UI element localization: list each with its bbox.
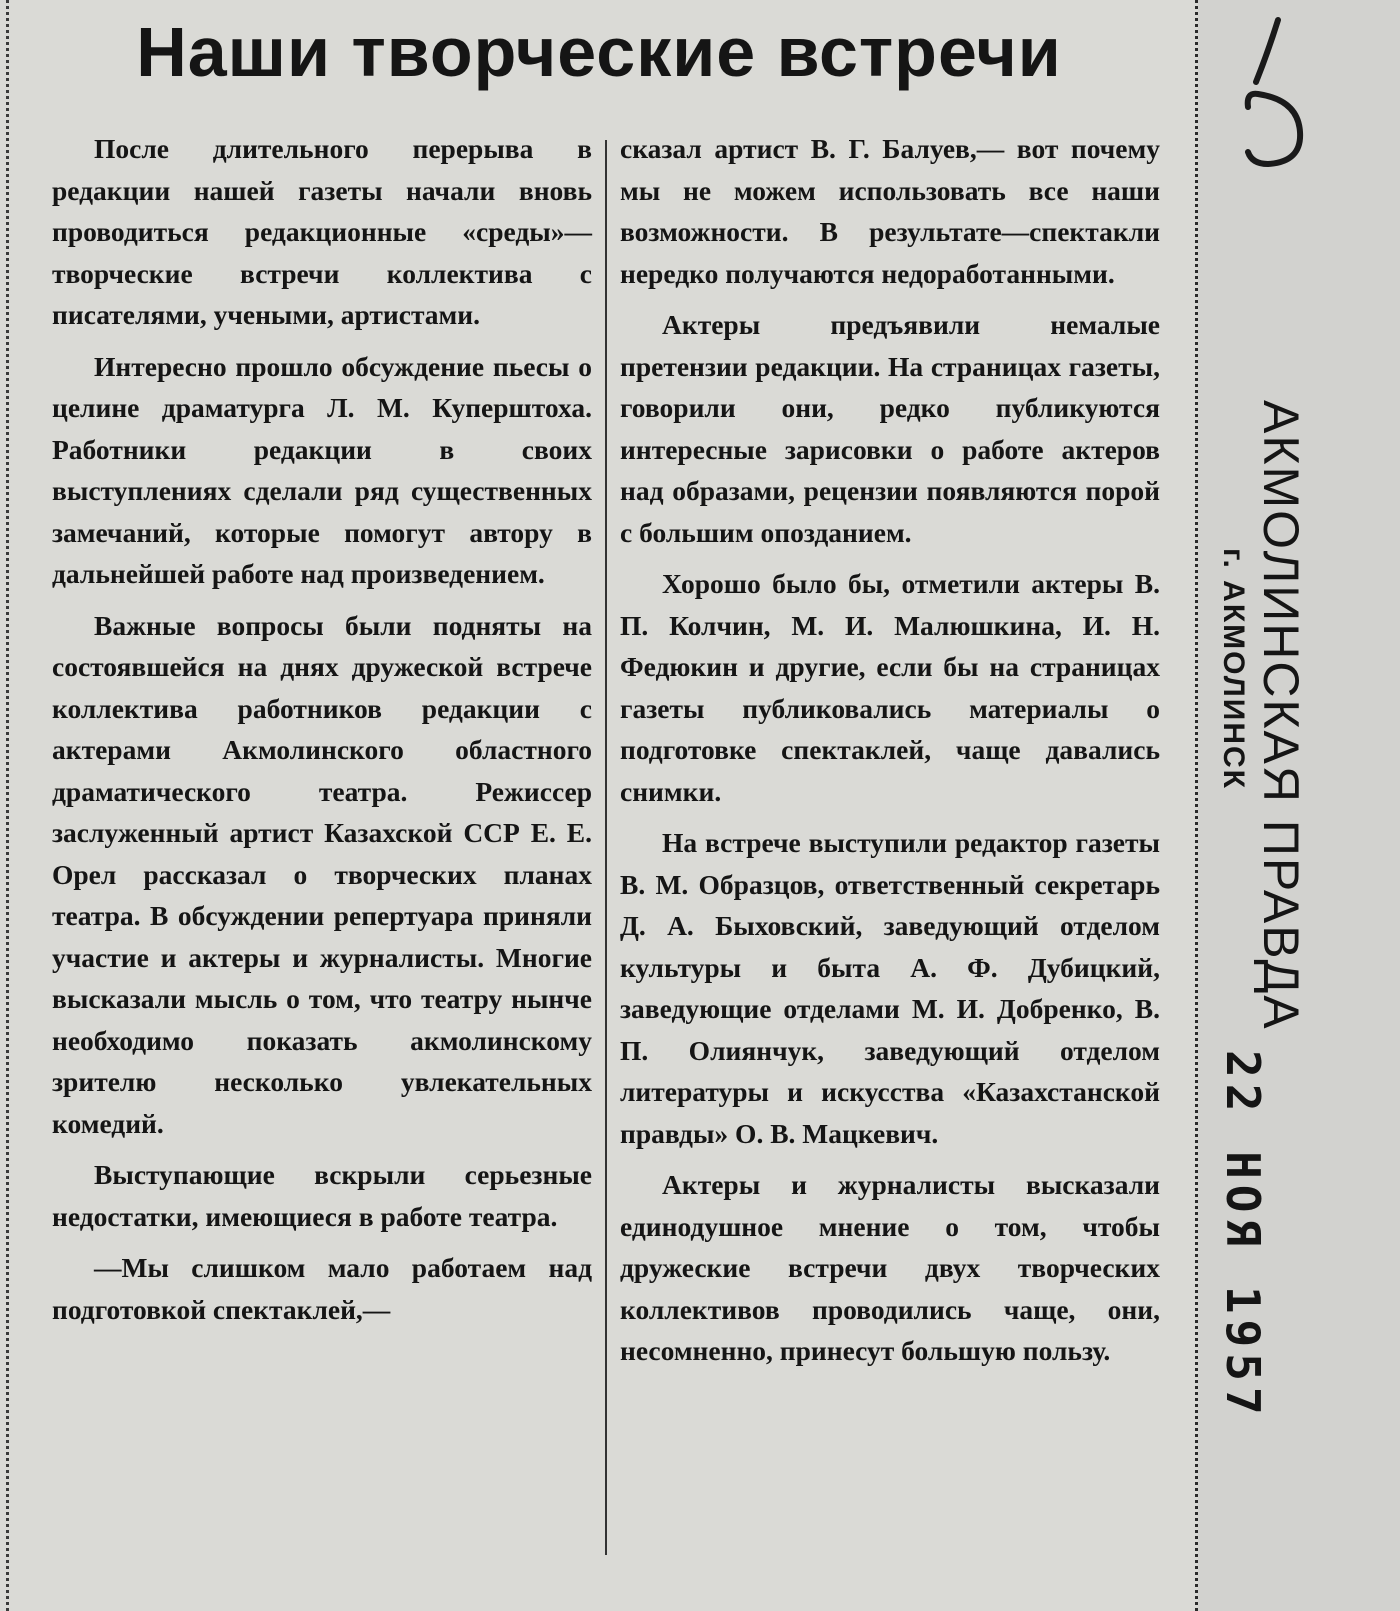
paragraph: Выступающие вскрыли серьезные недостатки, имеющиеся в работе театра.: [52, 1159, 592, 1232]
paragraph-continuation: сказал артист В. Г. Балуев,— вот почему мы не можем использовать все наши возможности. В результате—спектакли нередко получаются недоработанными.: [620, 133, 1160, 289]
paragraph: Хорошо было бы, отметили актеры В. П. Колчин, М. И. Малюшкина, И. Н. Федюкин и другие, если бы на страницах газеты публиковались материалы о подготовке спектаклей, чаще давались снимки.: [620, 568, 1160, 807]
column-divider: [605, 140, 607, 1555]
handwritten-number-mark: [1238, 12, 1318, 172]
paragraph: Интересно прошло обсуждение пьесы о целине драматурга Л. М. Куперштоха. Работники редакции в своих выступлениях сделали ряд существенных замечаний, которые помогут автору в дальнейшей работе над произведением.: [52, 350, 592, 589]
paragraph: Актеры предъявили немалые претензии редакции. На страницах газеты, говорили они, редко публикуются интересные зарисовки о работе актеров над образами, рецензии появляются порой с большим опозданием.: [620, 309, 1160, 548]
article-left-column: [52, 128, 592, 1340]
city-stamp: г. АКМОЛИНСК: [1217, 548, 1250, 790]
paragraph: После длительного перерыва в редакции нашей газеты начали вновь проводиться редакционные «среды»— творческие встречи коллектива с писателями, учеными, артистами.: [52, 133, 592, 330]
newspaper-name-stamp: АКМОЛИНСКАЯ ПРАВДА: [1253, 400, 1309, 1031]
paragraph: —Мы слишком мало работаем над подготовкой спектаклей,—: [52, 1252, 592, 1325]
article-right-column: [620, 128, 1160, 1382]
paragraph: На встрече выступили редактор газеты В. М. Образцов, ответственный секретарь Д. А. Быховский, заведующий отделом культуры и быта А. Ф. Дубицкий, заведующие отделами М. И. Добренко, В. П. Олиянчук, заведующий отделом литературы и искусства «Казахстанской правды» О. В. Мацкевич.: [620, 827, 1160, 1149]
clipping-left-edge: [6, 0, 12, 1611]
article-title: Наши творческие встречи: [136, 13, 1062, 91]
paragraph: Важные вопросы были подняты на состоявшейся на днях дружеской встрече коллектива работников редакции с актерами Акмолинского областного драматического театра. Режиссер заслуженный артист Казахской ССР Е. Е. Орел рассказал о творческих планах театра. В обсуждении репертуара приняли участие и актеры и журналисты. Многие высказали мысль о том, что театру нынче необходимо показать акмолинскому зрителю несколько увлекательных комедий.: [52, 609, 592, 1139]
paragraph: Актеры и журналисты высказали единодушное мнение о том, чтобы дружеские встречи двух творческих коллективов проводились чаще, они, несомненно, принесут большую пользу.: [620, 1169, 1160, 1366]
date-stamp: 22 НОЯ 1957: [1216, 1050, 1270, 1421]
